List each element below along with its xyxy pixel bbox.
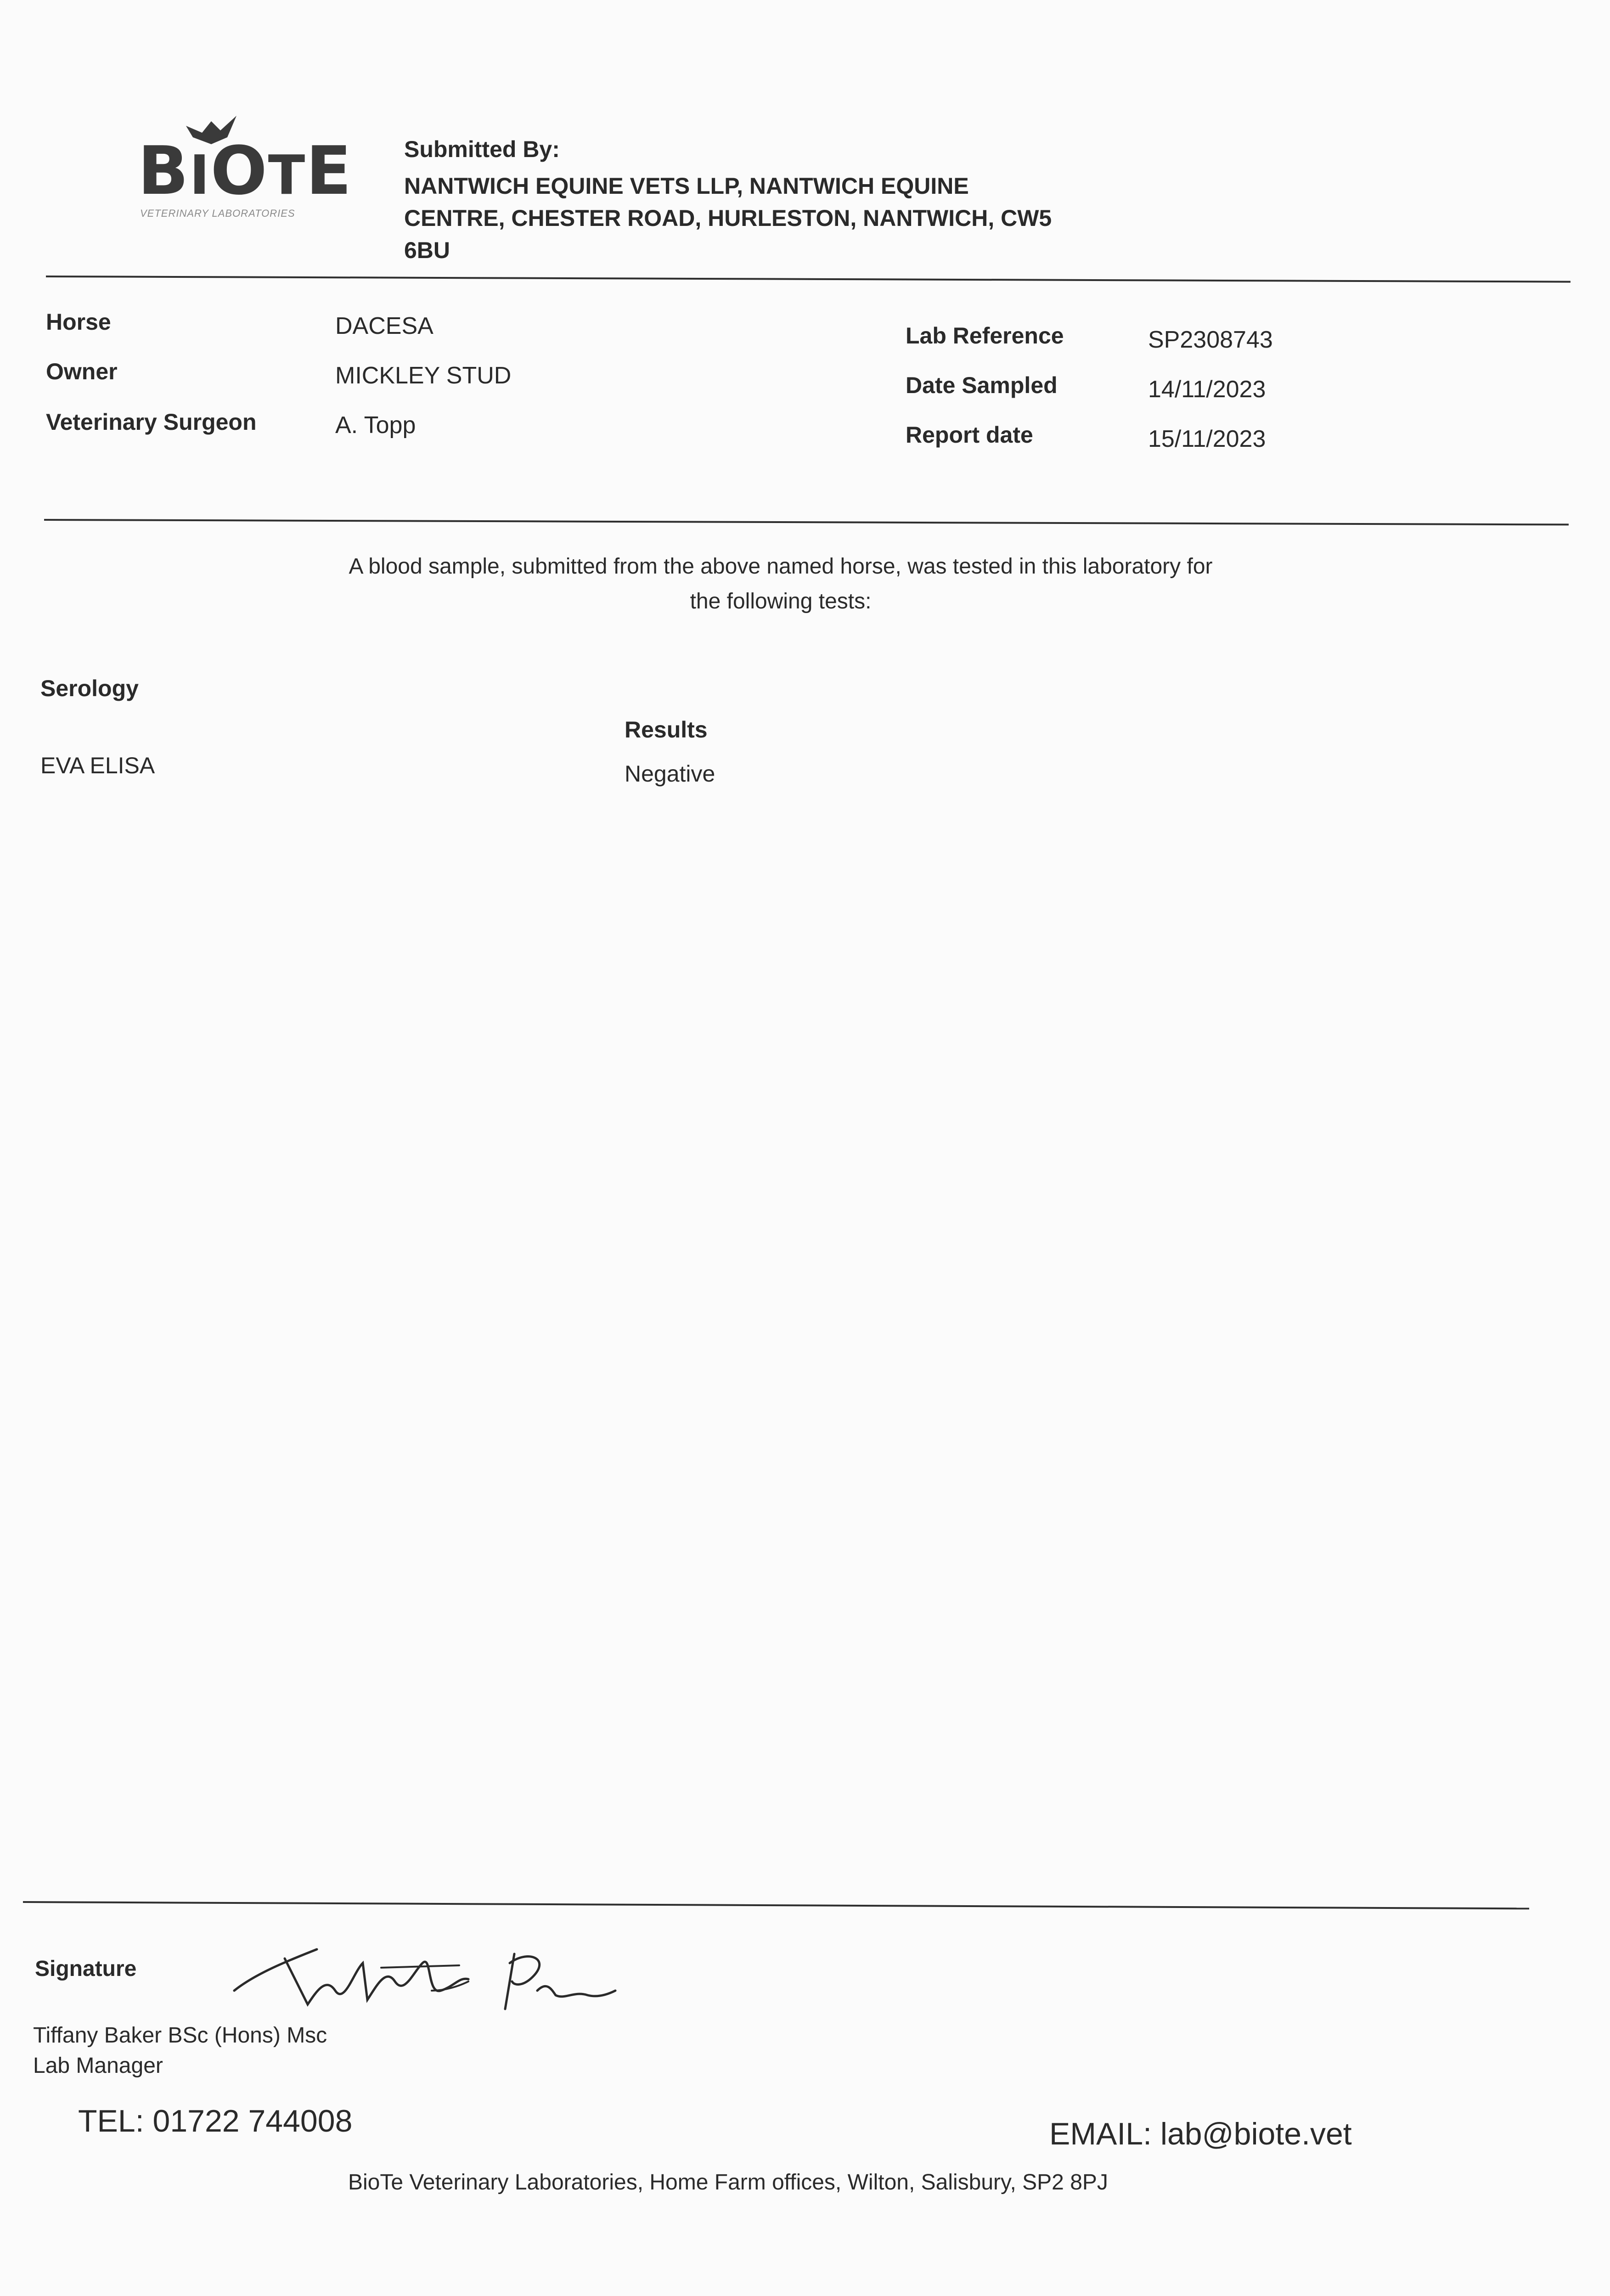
date-sampled-label: Date Sampled [906, 372, 1058, 398]
serology-heading: Serology [40, 675, 139, 701]
submitted-line: 6BU [404, 237, 450, 263]
logo-tagline: VETERINARY LABORATORIES [140, 208, 295, 219]
owner-label: Owner [46, 359, 118, 384]
logo-wordmark: BIOTE [138, 132, 353, 210]
intro-line: A blood sample, submitted from the above named horse, was tested in this laboratory for [349, 554, 1213, 579]
header-divider [46, 276, 1571, 283]
email-address: EMAIL: lab@biote.vet [1049, 2116, 1352, 2151]
report-date-value: 15/11/2023 [1148, 426, 1266, 452]
lab-reference-label: Lab Reference [906, 323, 1064, 349]
results-heading: Results [625, 717, 708, 743]
telephone-number: TEL: 01722 744008 [78, 2104, 353, 2138]
intro-line: the following tests: [690, 589, 872, 613]
signature-divider [23, 1901, 1529, 1909]
report-date-label: Report date [906, 422, 1033, 448]
lab-reference-value: SP2308743 [1148, 326, 1273, 353]
vet-label: Veterinary Surgeon [46, 409, 257, 435]
test-name: EVA ELISA [40, 753, 155, 778]
horse-label: Horse [46, 309, 111, 335]
date-sampled-value: 14/11/2023 [1148, 376, 1266, 403]
submitted-line: NANTWICH EQUINE VETS LLP, NANTWICH EQUINE [404, 173, 969, 199]
owner-value: MICKLEY STUD [335, 362, 512, 389]
details-divider [44, 519, 1569, 525]
lab-address: BioTe Veterinary Laboratories, Home Farm offices, Wilton, Salisbury, SP2 8PJ [348, 2170, 1108, 2195]
intro-text [276, 549, 1286, 619]
vet-value: A. Topp [335, 412, 416, 439]
submitted-by-label: Submitted By: [404, 136, 560, 162]
signer-block [33, 2020, 327, 2081]
signer-name: Tiffany Baker BSc (Hons) Msc [33, 2023, 327, 2048]
submitted-line: CENTRE, CHESTER ROAD, HURLESTON, NANTWICH, CW5 [404, 205, 1052, 231]
handwritten-signature [230, 1922, 670, 2027]
horse-value: DACESA [335, 313, 433, 339]
signature-label: Signature [35, 1957, 137, 1981]
submitted-by-address [404, 170, 1139, 266]
signer-title: Lab Manager [33, 2054, 163, 2078]
test-result: Negative [625, 761, 715, 787]
